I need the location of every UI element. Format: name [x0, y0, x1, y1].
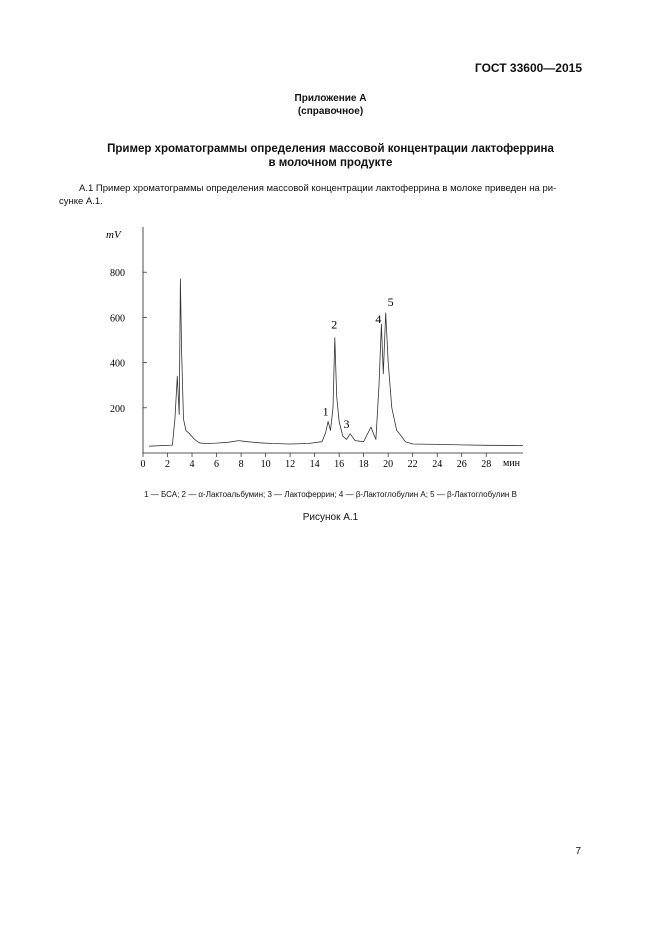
- x-tick-label: 12: [285, 459, 296, 470]
- peak-label-5: 5: [387, 295, 394, 310]
- x-tick-label: 2: [165, 459, 171, 470]
- peak-label-3: 3: [343, 417, 350, 432]
- x-tick-label: 16: [334, 459, 345, 470]
- chart-ticks: [110, 268, 491, 470]
- chart-plot: [149, 279, 523, 446]
- annex-subtitle: (справочное): [297, 106, 364, 117]
- x-tick-label: 14: [309, 459, 320, 470]
- paragraph-a1: [59, 182, 589, 208]
- y-tick-label: 200: [110, 403, 125, 415]
- x-tick-label: 4: [189, 459, 195, 470]
- x-axis-label: мин: [503, 458, 521, 469]
- peak-label-2: 2: [331, 317, 338, 332]
- y-tick-label: 800: [110, 268, 125, 280]
- x-tick-label: 24: [432, 459, 443, 470]
- x-tick-label: 28: [481, 459, 492, 470]
- chromatogram-chart: [100, 222, 540, 472]
- section-title-line-1: Пример хроматограммы определения массовой концентрации лактоферрина: [107, 143, 554, 155]
- peak-label-4: 4: [375, 312, 382, 327]
- y-tick-label: 600: [110, 313, 125, 325]
- figure-caption: Рисунок А.1: [302, 512, 359, 523]
- paragraph-line-1: А.1 Пример хроматограммы определения массовой концентрации лактоферрина в молоке приведен на ри-: [79, 183, 557, 194]
- x-tick-label: 20: [383, 459, 394, 470]
- y-axis-label: mV: [106, 229, 121, 241]
- y-tick-label: 400: [110, 358, 125, 370]
- section-title: [60, 142, 601, 170]
- page-number: 7: [575, 846, 581, 857]
- peak-label-1: 1: [322, 404, 329, 419]
- x-tick-label: 26: [456, 459, 467, 470]
- paragraph-line-2: сунке А.1.: [59, 196, 103, 207]
- figure-legend: 1 — БСА; 2 — α-Лактоальбумин; 3 — Лактоферрин; 4 — β-Лактоглобулин А; 5 — β-Лактоглобулин В: [144, 490, 517, 499]
- x-tick-label: 18: [358, 459, 369, 470]
- annex-heading: [0, 92, 661, 118]
- series-line-1: [149, 279, 523, 446]
- section-title-line-2: в молочном продукте: [268, 157, 393, 169]
- x-tick-label: 0: [140, 459, 146, 470]
- x-tick-label: 6: [214, 459, 220, 470]
- chart-axes: [143, 227, 523, 453]
- x-tick-label: 8: [238, 459, 244, 470]
- standard-number: ГОСТ 33600—2015: [474, 61, 582, 75]
- x-tick-label: 10: [260, 459, 271, 470]
- x-tick-label: 22: [407, 459, 418, 470]
- annex-title: Приложение А: [294, 93, 367, 104]
